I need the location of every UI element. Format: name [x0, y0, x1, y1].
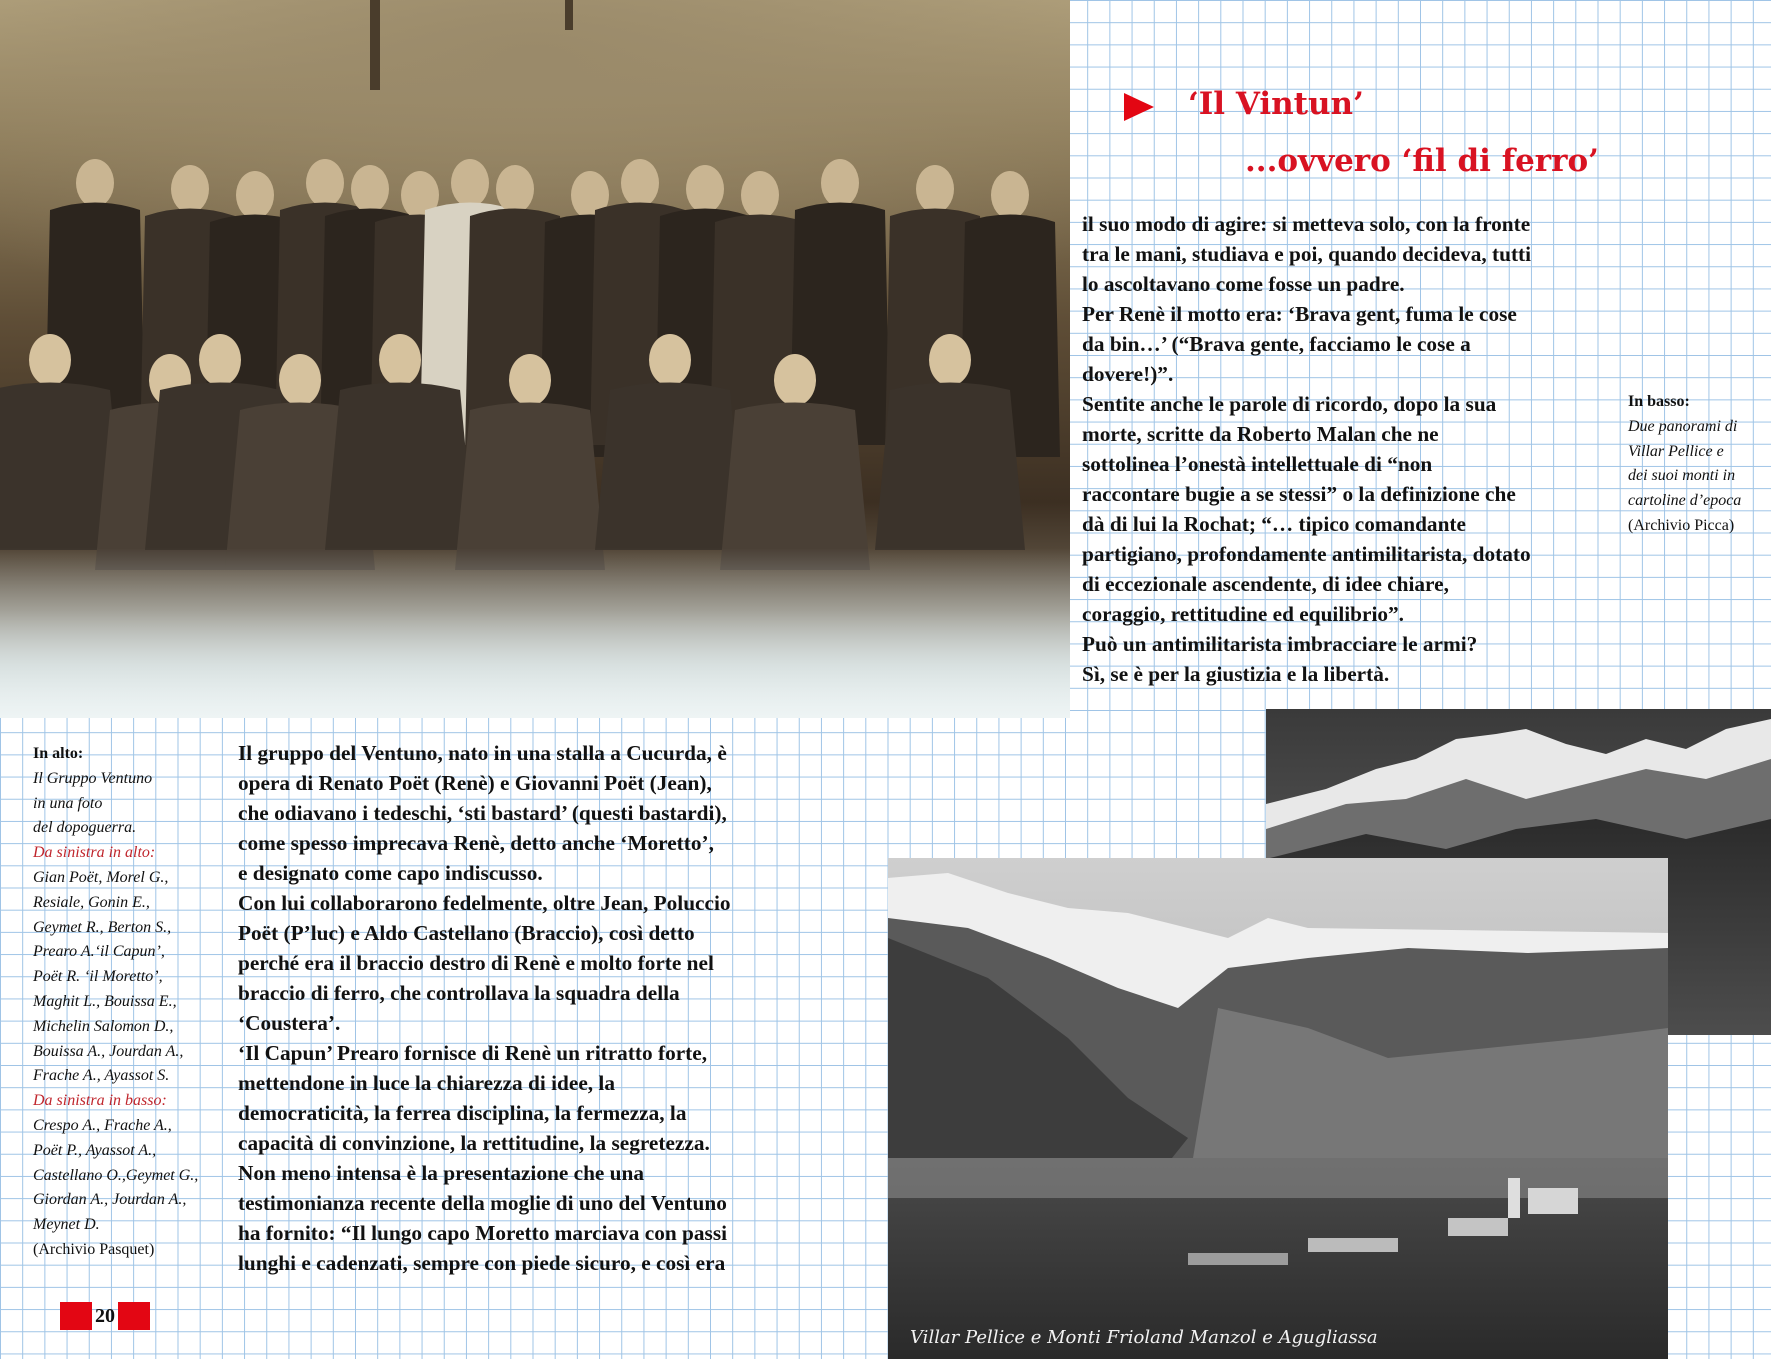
person-body — [595, 383, 745, 551]
text-line: di eccezionale ascendente, di idee chiare, — [1082, 572, 1449, 596]
title-arrow-icon — [1124, 93, 1154, 121]
text-line: ‘Il Capun’ Prearo fornisce di Renè un ritratto forte, — [238, 1041, 708, 1065]
person-head — [686, 165, 724, 213]
caption-name-line: Poët R. ‘il Moretto’, — [33, 968, 163, 986]
page-marker-left — [60, 1302, 92, 1330]
person-head — [236, 171, 274, 219]
text-line: Il gruppo del Ventuno, nato in una stalla a Cucurda, è — [238, 741, 727, 765]
caption-name-line: Bouissa A., Jourdan A., — [33, 1042, 184, 1060]
text-line: Non meno intensa è la presentazione che una — [238, 1161, 645, 1185]
left-column-text — [238, 738, 731, 1278]
caption-name-line: Meynet D. — [33, 1216, 100, 1234]
person-head — [991, 171, 1029, 219]
person-head — [774, 354, 816, 406]
person-head — [451, 159, 489, 207]
person-head — [279, 354, 321, 406]
caption-name-line: Prearo A.‘il Capun’, — [33, 943, 165, 961]
text-line: da bin…’ (“Brava gente, facciamo le cose a — [1082, 332, 1471, 356]
landscape-valley-drawing — [888, 858, 1668, 1359]
person-head — [351, 165, 389, 213]
caption-line: Villar Pellice e — [1628, 442, 1724, 460]
text-line: il suo modo di agire: si metteva solo, con la fronte — [1082, 212, 1531, 236]
caption-line: Il Gruppo Ventuno — [33, 769, 153, 787]
tree-trunk — [370, 0, 380, 90]
person-head — [509, 354, 551, 406]
caption-name-line: Frache A., Ayassot S. — [33, 1067, 170, 1085]
caption-subheading: Da sinistra in alto: — [33, 844, 156, 862]
caption-subheading: Da sinistra in basso: — [33, 1092, 167, 1110]
tree-trunk — [565, 0, 573, 30]
caption-name-line: Poët P., Ayassot A., — [33, 1141, 157, 1159]
caption-name-line: Castellano O.,Geymet G., — [33, 1166, 199, 1184]
person-head — [621, 159, 659, 207]
page-number: 20 — [95, 1305, 115, 1327]
caption-name-line: Maghit L., Bouissa E., — [33, 992, 177, 1010]
person-head — [496, 165, 534, 213]
person-head — [929, 334, 971, 386]
person-head — [916, 165, 954, 213]
caption-line: cartoline d’epoca — [1628, 492, 1742, 510]
text-line: sottolinea l’onestà intellettuale di “non — [1082, 452, 1433, 476]
text-line: Può un antimilitarista imbracciare le armi? — [1082, 632, 1478, 656]
title-line-2: ...ovvero ‘fil di ferro’ — [1245, 143, 1599, 179]
text-line: morte, scritte da Roberto Malan che ne — [1082, 422, 1439, 446]
text-line: come spesso imprecava Renè, detto anche ‘Moretto’, — [238, 831, 714, 855]
caption-name-line: Giordan A., Jourdan A., — [33, 1191, 187, 1209]
text-line: lo ascoltavano come fosse un padre. — [1082, 272, 1405, 296]
person-head — [199, 334, 241, 386]
caption-name-line: Michelin Salomon D., — [33, 1017, 174, 1035]
person-head — [171, 165, 209, 213]
text-line: democraticità, la ferrea disciplina, la fermezza, la — [238, 1101, 687, 1125]
text-line: Per Renè il motto era: ‘Brava gent, fuma le cose — [1082, 302, 1517, 326]
text-line: coraggio, rettitudine ed equilibrio”. — [1082, 602, 1405, 626]
text-line: partigiano, profondamente antimilitarista, dotato — [1082, 542, 1531, 566]
person-body — [455, 403, 605, 571]
caption-heading: In basso: — [1628, 393, 1690, 410]
person-body — [325, 383, 475, 551]
person-head — [76, 159, 114, 207]
caption-name-line: Crespo A., Frache A., — [33, 1116, 172, 1134]
text-line: ‘Coustera’. — [238, 1011, 341, 1035]
caption-credit: (Archivio Picca) — [1628, 516, 1735, 534]
caption-name-line: Resiale, Gonin E., — [33, 893, 150, 911]
caption-credit: (Archivio Pasquet) — [33, 1240, 155, 1258]
person-body — [720, 403, 870, 571]
text-line: che odiavano i tedeschi, ‘sti bastard’ (questi bastardi), — [238, 801, 727, 825]
text-line: tra le mani, studiava e poi, quando decideva, tutti — [1082, 242, 1532, 266]
text-line: perché era il braccio destro di Renè e molto forte nel — [238, 951, 714, 975]
landscape-photo-valley — [888, 858, 1668, 1359]
caption-bottom — [1628, 390, 1741, 539]
person-body — [875, 383, 1025, 551]
caption-line: dei suoi monti in — [1628, 467, 1736, 485]
person-head — [821, 159, 859, 207]
text-line: dà di lui la Rochat; “… tipico comandante — [1082, 512, 1466, 536]
text-line: capacità di convinzione, la rettitudine, la segretezza. — [238, 1131, 710, 1155]
caption-name-line: Geymet R., Berton S., — [33, 918, 172, 936]
caption-line: in una foto — [33, 794, 103, 812]
photo-vignette — [0, 548, 1070, 718]
text-line: e designato come capo indiscusso. — [238, 861, 543, 885]
text-line: opera di Renato Poët (Renè) e Giovanni Poët (Jean), — [238, 771, 712, 795]
text-line: braccio di ferro, che controllava la squadra della — [238, 981, 680, 1005]
page-marker-right — [118, 1302, 150, 1330]
photo-caption-left: Villar Pellice e Monti Frioland Manzol e Agugliassa — [910, 1327, 1378, 1348]
text-line: lunghi e cadenzati, sempre con piede sicuro, e così era — [238, 1251, 726, 1275]
person-head — [649, 334, 691, 386]
text-line: Sentite anche le parole di ricordo, dopo la sua — [1082, 392, 1497, 416]
text-line: Sì, se è per la giustizia e la libertà. — [1082, 662, 1390, 686]
text-line: mettendone in luce la chiarezza di idee, la — [238, 1071, 615, 1095]
person-head — [379, 334, 421, 386]
caption-line: del dopoguerra. — [33, 819, 137, 837]
caption-heading: In alto: — [33, 745, 84, 762]
text-line: ha fornito: “Il lungo capo Moretto marciava con passi — [238, 1221, 728, 1245]
text-line: dovere!)”. — [1082, 362, 1174, 386]
caption-name-line: Gian Poët, Morel G., — [33, 868, 169, 886]
text-line: testimonianza recente della moglie di uno del Ventuno — [238, 1191, 727, 1215]
person-head — [306, 159, 344, 207]
caption-line: Due panorami di — [1628, 417, 1738, 435]
right-column-text — [1082, 209, 1531, 689]
page-number-box — [60, 1302, 150, 1330]
person-head — [29, 334, 71, 386]
person-head — [741, 171, 779, 219]
group-photo — [0, 0, 1070, 718]
text-line: raccontare bugie a se stessi” o la definizione che — [1082, 482, 1516, 506]
text-line: Poët (P’luc) e Aldo Castellano (Braccio), così detto — [238, 921, 695, 945]
title-line-1: ‘Il Vintun’ — [1188, 86, 1364, 122]
text-line: Con lui collaborarono fedelmente, oltre Jean, Poluccio — [238, 891, 731, 915]
caption-top — [33, 742, 198, 1263]
